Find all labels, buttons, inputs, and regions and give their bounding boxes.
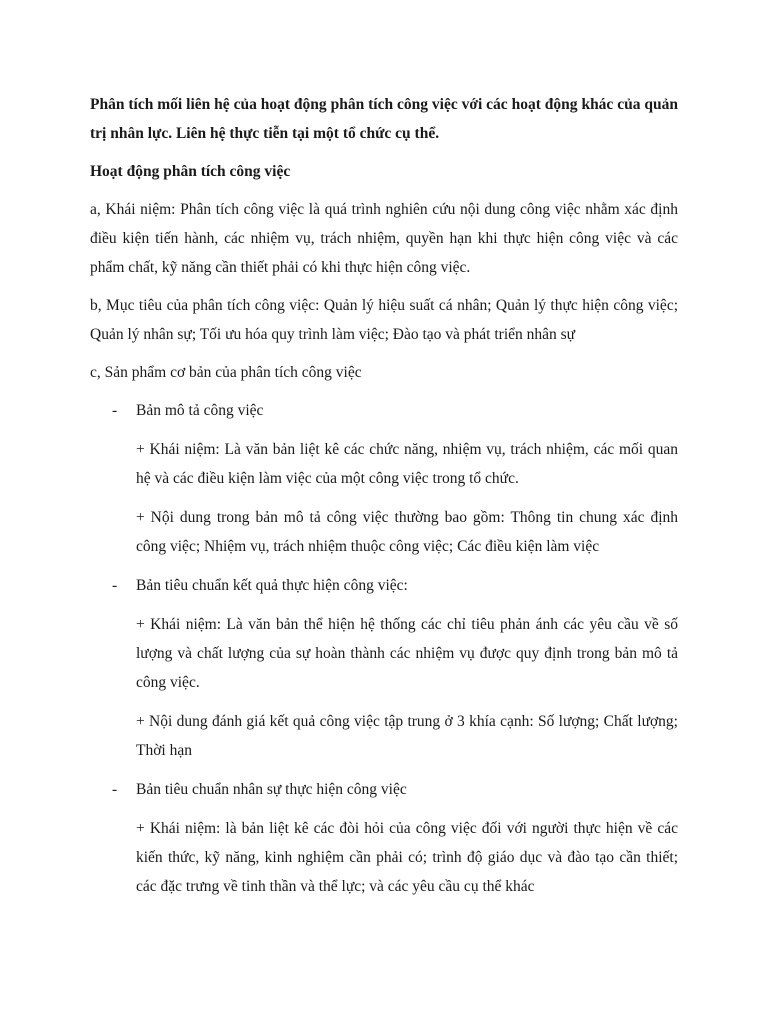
section-heading: Hoạt động phân tích công việc: [90, 163, 291, 180]
paragraph-definition: a, Khái niệm: Phân tích công việc là quá trình nghiên cứu nội dung công việc nhằm xác định điều kiện tiến hành, các nhiệm vụ, trách nhiệm, quyền hạn khi thực hiện công việc và các phẩm chất, kỹ năng cần thiết phải có khi thực hiện công việc.: [90, 201, 678, 276]
bullet-dash: -: [112, 577, 118, 594]
list-item-label: Bản mô tả công việc: [136, 402, 264, 419]
list-item-label: Bản tiêu chuẩn kết quả thực hiện công việc:: [136, 577, 408, 594]
sub-item-content: + Nội dung trong bản mô tả công việc thường bao gồm: Thông tin chung xác định công việc; Nhiệm vụ, trách nhiệm thuộc công việc; Các điều kiện làm việc: [136, 509, 678, 555]
list-item-personnel-standard: [90, 775, 678, 804]
list-item-job-description: [90, 396, 678, 425]
sub-item-definition: + Khái niệm: là bản liệt kê các đòi hỏi của công việc đối với người thực hiện về các kiến thức, kỹ năng, kinh nghiệm cần phải có; trình độ giáo dục và đào tạo cần thiết; các đặc trưng về tinh thần và thể lực; và các yêu cầu cụ thể khác: [136, 820, 678, 895]
list-item-performance-standard: [90, 571, 678, 600]
bullet-dash: -: [112, 402, 118, 419]
paragraph-products: c, Sản phẩm cơ bản của phân tích công việc: [90, 364, 362, 381]
sub-item-definition: + Khái niệm: Là văn bản thể hiện hệ thống các chỉ tiêu phản ánh các yêu cầu về số lượng và chất lượng của sự hoàn thành các nhiệm vụ được quy định trong bản mô tả công việc.: [136, 616, 678, 691]
sub-item-definition: + Khái niệm: Là văn bản liệt kê các chức năng, nhiệm vụ, trách nhiệm, các mối quan hệ và các điều kiện làm việc của một công việc trong tổ chức.: [136, 441, 678, 487]
sub-item-content: + Nội dung đánh giá kết quả công việc tập trung ở 3 khía cạnh: Số lượng; Chất lượng; Thời hạn: [136, 713, 678, 759]
document-title: Phân tích mối liên hệ của hoạt động phân tích công việc với các hoạt động khác của quản trị nhân lực. Liên hệ thực tiễn tại một tổ chức cụ thể.: [90, 96, 678, 142]
list-item-label: Bản tiêu chuẩn nhân sự thực hiện công việc: [136, 781, 407, 798]
bullet-dash: -: [112, 781, 118, 798]
paragraph-objectives: b, Mục tiêu của phân tích công việc: Quản lý hiệu suất cá nhân; Quản lý thực hiện công việc; Quản lý nhân sự; Tối ưu hóa quy trình làm việc; Đào tạo và phát triển nhân sự: [90, 297, 678, 343]
